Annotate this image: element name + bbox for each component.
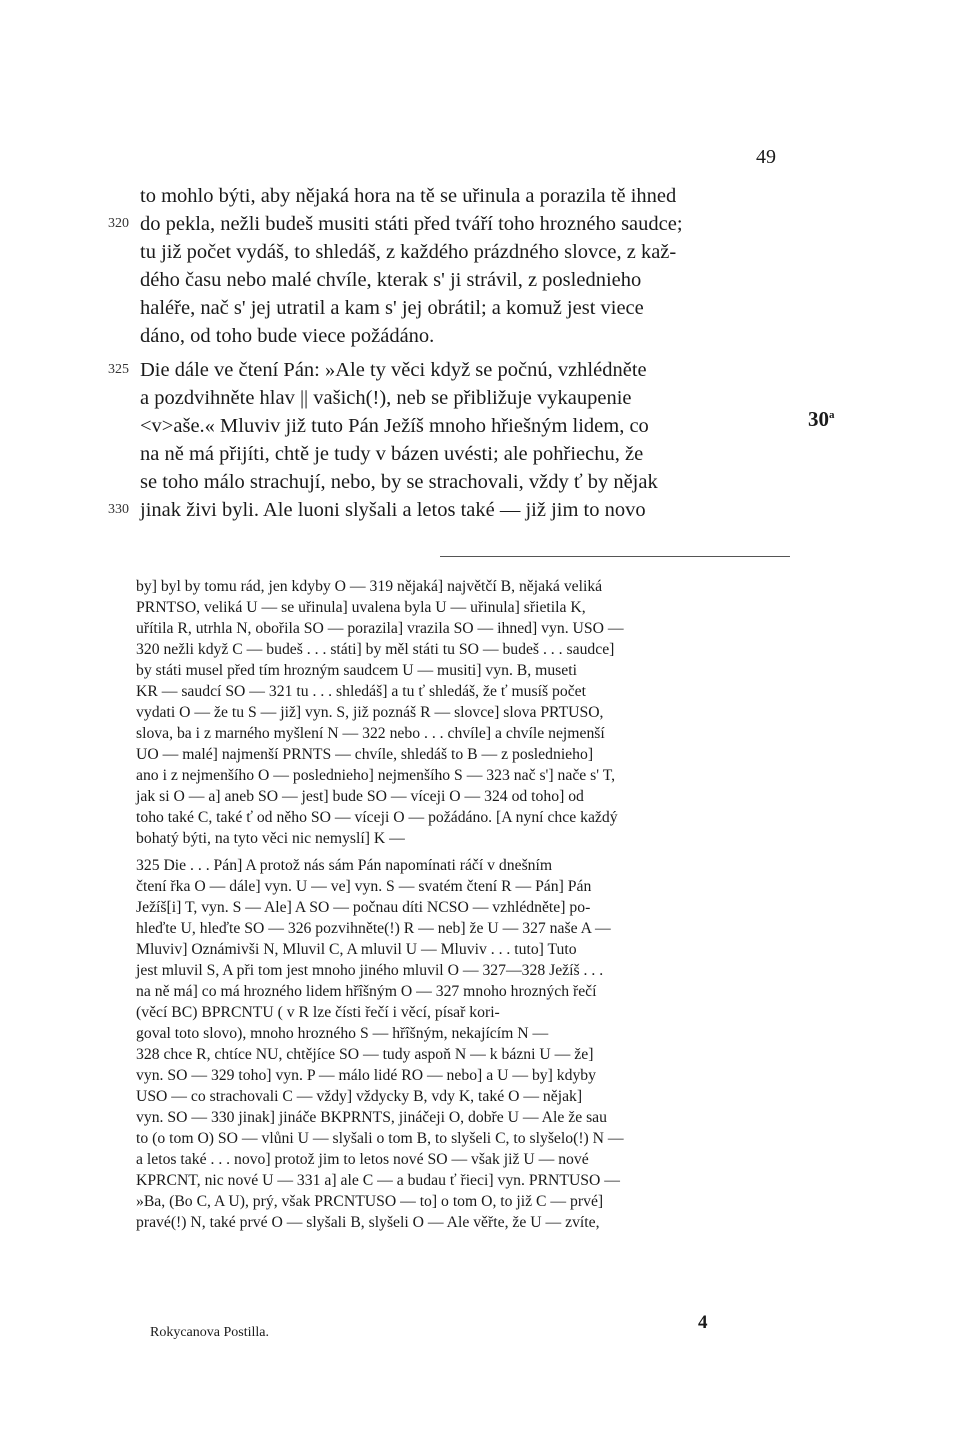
line-text: se toho málo strachují, nebo, by se strachovali, vždy ť by nějak <box>140 471 658 493</box>
note-line: vyn. SO — 329 toho] vyn. P — málo lidé RO — nebo] a U — by] kdyby <box>136 1067 596 1084</box>
note-line: (věcí BC) BPRCNTU ( v R lze čísti řečí i věcí, písař kori- <box>136 1004 500 1021</box>
note-line: UO — malé] najmenší PRNTS — chvíle, shledáš to B — z poslednieho] <box>136 746 594 763</box>
note-line: USO — co strachovali C — vždy] vždycky B, vdy K, také O — nějak] <box>136 1088 583 1105</box>
note-line: by] byl by tomu rád, jen kdyby O — 319 nějaká] najvětčí B, nějaká veliká <box>136 578 603 595</box>
line-text: haléře, nač s' jej utratil a kam s' jej obrátil; a komuž jest viece <box>140 297 644 319</box>
note-line: Mluviv] Oznámivši N, Mluvil C, A mluvil U — Mluviv . . . tuto] Tuto <box>136 941 577 958</box>
note-line: ano i z nejmenšího O — poslednieho] nejmenšího S — 323 nač s'] nače s' T, <box>136 767 616 784</box>
note-line: čtení řka O — dále] vyn. U — ve] vyn. S — svatém čtení R — Pán] Pán <box>136 878 592 895</box>
note-line: PRNTSO, veliká U — se uřinula] uvalena byla U — uřinula] sřietila K, <box>136 599 586 616</box>
line-text: dého času nebo malé chvíle, kterak s' ji strávil, z poslednieho <box>140 269 642 291</box>
note-line: KPRCNT, nic nové U — 331 a] ale C — a budau ť řieci] vyn. PRNTUSO — <box>136 1172 620 1189</box>
note-line: 328 chce R, chtíce NU, chtějíce SO — tudy aspoň N — k bázni U — že] <box>136 1046 594 1063</box>
note-line: 320 nežli když C — budeš . . . státi] by měl státi tu SO — budeš . . . saudce] <box>136 641 615 658</box>
note-line: 325 Die . . . Pán] A protož nás sám Pán napomínati ráčí v dnešním <box>136 857 553 874</box>
line-text: <v>aše.« Mluviv již tuto Pán Ježíš mnoho hřiešným lidem, co <box>140 415 649 437</box>
line-text: na ně má přijíti, chtě je tudy v bázen uvésti; ale pohřiechu, že <box>140 443 644 465</box>
line-text: a pozdvihněte hlav || vašich(!), neb se přibližuje vykaupenie <box>140 387 632 409</box>
line-number: 325 <box>108 362 129 377</box>
note-line: vyn. SO — 330 jinak] jináče BKPRNTS, jináčeji O, dobře U — Ale že sau <box>136 1109 607 1126</box>
line-text: Die dále ve čtení Pán: »Ale ty věci když se počnú, vzhlédněte <box>140 359 647 381</box>
line-text: dáno, od toho bude viece požádáno. <box>140 325 435 347</box>
line-number: 330 <box>108 502 129 517</box>
main-text <box>108 182 790 524</box>
note-line: bohatý býti, na tyto věci nic nemyslí] K — <box>136 830 405 847</box>
main-line <box>140 440 790 468</box>
signature-line: Rokycanova Postilla. <box>150 1325 269 1340</box>
note-line: pravé(!) N, také prvé O — slyšali B, slyšeli O — Ale věřte, že U — zvíte, <box>136 1214 600 1231</box>
note-line: slova, ba i z marného myšlení N — 322 nebo . . . chvíle] a chvíle nejmenší <box>136 725 605 742</box>
note-line: »Ba, (Bo C, A U), prý, však PRCNTUSO — to] o tom O, to již C — prvé] <box>136 1193 604 1210</box>
note-line: by státi musel před tím hrozným saudcem U — musiti] vyn. B, museti <box>136 662 577 679</box>
critical-apparatus <box>136 576 786 1233</box>
note-line: goval toto slovo), mnoho hrozného S — hřîšným, nekajícím N — <box>136 1025 549 1042</box>
main-line <box>140 182 790 210</box>
note-line: jak si O — a] aneb SO — jest] bude SO — víceji O — 324 od toho] od <box>136 788 584 805</box>
line-text: to mohlo býti, aby nějaká hora na tě se uřinula a porazila tě ihned <box>140 185 677 207</box>
note-line: uřítila R, utrhla N, obořila SO — porazila] vrazila SO — ihned] vyn. USO — <box>136 620 624 637</box>
note-line: hleďte U, hleďte SO — 326 pozvihněte(!) R — neb] že U — 327 naše A — <box>136 920 611 937</box>
line-number: 320 <box>108 216 129 231</box>
note-line: jest mluvil S, A při tom jest mnoho jiného mluvil O — 327—328 Ježíš . . . <box>136 962 604 979</box>
note-line: na ně má] co má hrozného lidem hřîšným O — 327 mnoho hrozných řečí <box>136 983 597 1000</box>
note-line: vydati O — že tu S — již] vyn. S, již poznáš R — slovce] slova PRTUSO, <box>136 704 604 721</box>
main-line <box>140 294 790 322</box>
main-line <box>108 210 790 238</box>
note-line: toho také C, také ť od něho SO — víceji O — požádáno. [A nyní chce každý <box>136 809 618 826</box>
line-text: tu již počet vydáš, to shledáš, z každého prázdného slovce, z kaž- <box>140 241 677 263</box>
line-text: jinak živi byli. Ale luoni slyšali a letos také — již jim to novo <box>140 499 646 521</box>
main-line <box>140 322 790 350</box>
side-mark-sup: a <box>829 409 835 421</box>
side-margin-mark <box>808 407 835 432</box>
main-line <box>140 266 790 294</box>
notes-divider <box>440 556 790 557</box>
note-line: a letos také . . . novo] protož jim to letos nové SO — však již U — nové <box>136 1151 589 1168</box>
main-line <box>140 468 790 496</box>
main-line <box>140 412 790 440</box>
note-line: to (o tom O) SO — vlůni U — slyšali o tom B, to slyšeli C, to slyšelo(!) N — <box>136 1130 624 1147</box>
sheet-mark: 4 <box>698 1312 708 1333</box>
main-line <box>108 496 790 524</box>
main-line <box>140 238 790 266</box>
note-line: KR — saudcí SO — 321 tu . . . shledáš] a tu ť shledáš, že ť musíš počet <box>136 683 586 700</box>
main-line <box>140 384 790 412</box>
note-line: Ježíš[i] T, vyn. S — Ale] A SO — počnau díti NCSO — vzhlédněte] po- <box>136 899 591 916</box>
side-mark-number: 30 <box>808 407 829 431</box>
page-number: 49 <box>756 146 776 168</box>
line-text: do pekla, nežli budeš musiti státi před tváří toho hrozného saudce; <box>140 213 683 235</box>
main-line <box>108 356 790 384</box>
